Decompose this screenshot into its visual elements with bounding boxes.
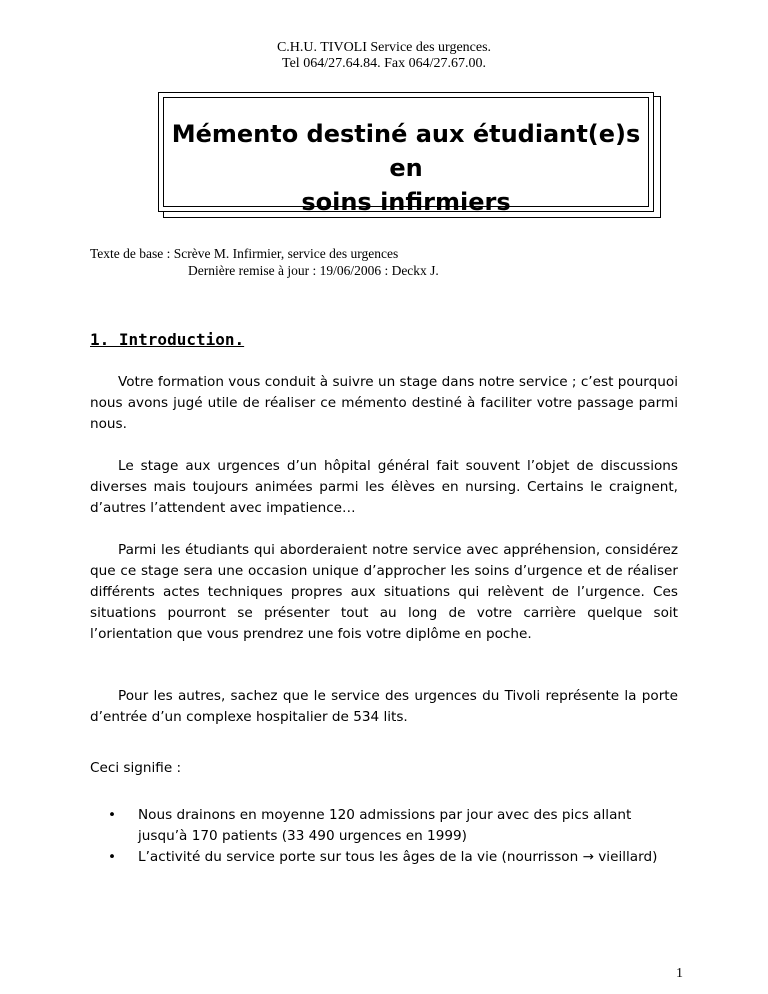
bullet-icon: •: [108, 849, 117, 865]
meta-base-text: Texte de base : Scrève M. Infirmier, service des urgences: [90, 246, 399, 261]
header-line-2: Tel 064/27.64.84. Fax 064/27.67.00.: [282, 56, 486, 71]
meta-last-update: Dernière remise à jour : 19/06/2006 : Deckx J.: [188, 263, 439, 278]
paragraph-2: Le stage aux urgences d’un hôpital général fait souvent l’objet de discussions diverses mais toujours animées parmi les élèves en nursing. Certains le craignent, d’autres l’attendent avec impatience…: [90, 458, 678, 516]
header-line-1: C.H.U. TIVOLI Service des urgences.: [276, 40, 492, 55]
page-number: 1: [676, 966, 683, 981]
bullet-list: [90, 805, 680, 868]
paragraph-3: Parmi les étudiants qui aborderaient notre service avec appréhension, considérez que ce stage sera une occasion unique d’approcher les soins d’urgence et de réaliser différents actes techniques propres aux situations qui relèvent de l’urgence. Ces situations pourront se présenter tout au long de votre carrière quelque soit l’orientation que vous prendrez une fois votre diplôme en poche.: [90, 542, 678, 642]
list-item: [90, 847, 680, 868]
title-line-1: Mémento destiné aux étudiant(e)s en: [171, 120, 641, 182]
paragraph-1: Votre formation vous conduit à suivre un stage dans notre service ; c’est pourquoi nous avons jugé utile de réaliser ce mémento destiné à faciliter votre passage parmi nous.: [90, 374, 678, 432]
title-line-2: soins infirmiers: [301, 188, 511, 216]
document-header: [0, 40, 768, 72]
document-meta: [90, 245, 439, 279]
list-item-text: Nous drainons en moyenne 120 admissions par jour avec des pics allant jusqu’à 170 patients (33 490 urgences en 1999): [138, 807, 632, 844]
list-item: [90, 805, 680, 847]
list-item-text: L’activité du service porte sur tous les âges de la vie (nourrisson → vieillard): [138, 849, 658, 865]
title-box: [158, 92, 654, 216]
paragraph-4: Pour les autres, sachez que le service des urgences du Tivoli représente la porte d’entrée d’un complexe hospitalier de 534 lits.: [90, 688, 678, 725]
paragraph-5: Ceci signifie :: [90, 760, 182, 776]
bullet-icon: •: [108, 807, 117, 823]
document-title: [159, 117, 653, 219]
section-title: 1. Introduction.: [90, 330, 245, 349]
